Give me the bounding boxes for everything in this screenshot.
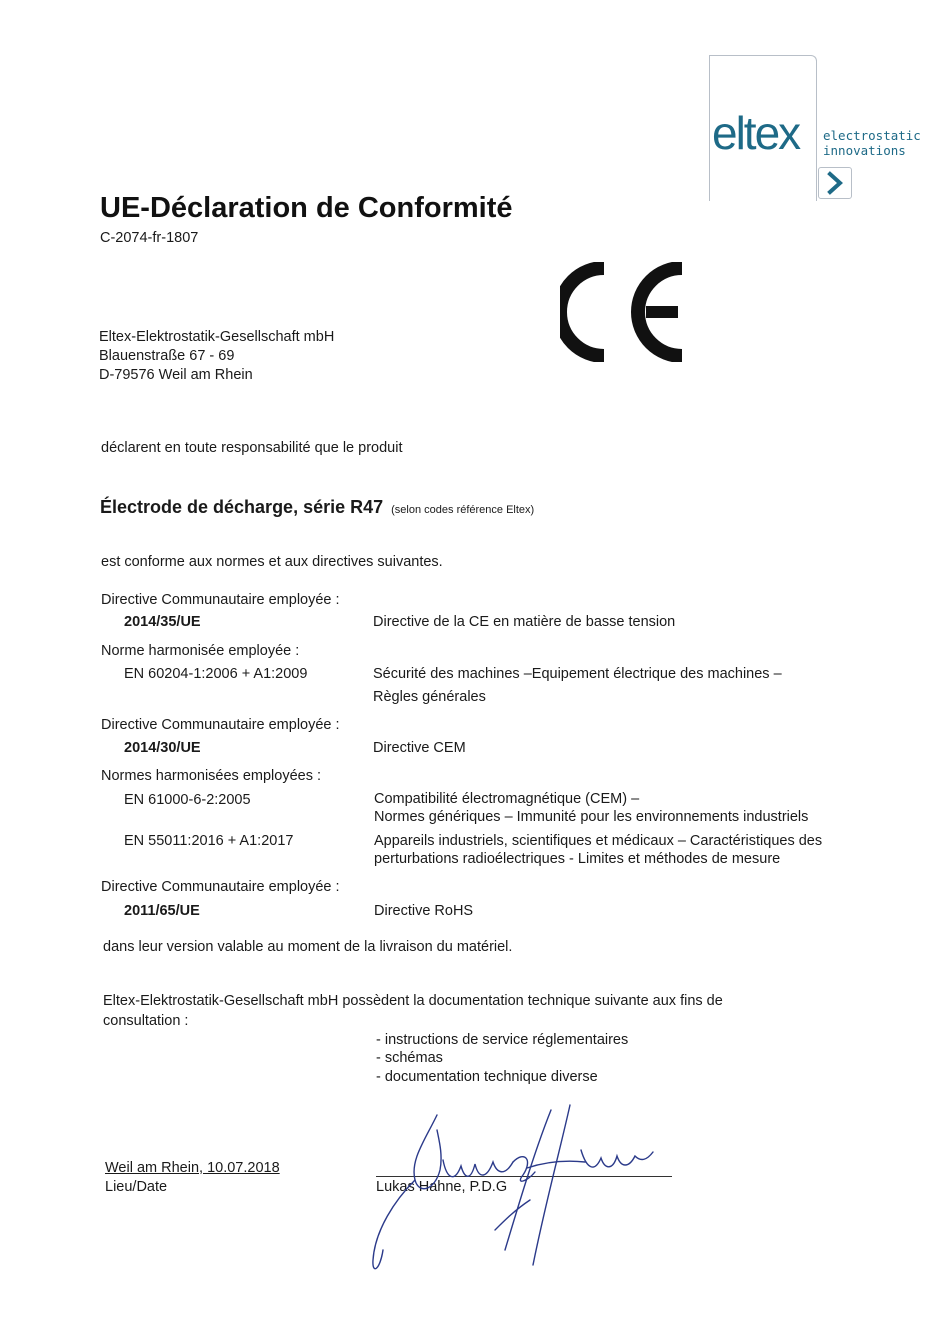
product-note: (selon codes référence Eltex): [391, 504, 535, 516]
section-label: Norme harmonisée employée :: [101, 643, 300, 659]
section-label: Directive Communautaire employée :: [101, 879, 340, 895]
logo-tagline: [823, 128, 921, 158]
directive-description: Directive RoHS: [374, 903, 474, 919]
section-label: Normes harmonisées employées :: [101, 768, 322, 784]
list-item: - documentation technique diverse: [376, 1069, 598, 1085]
company-address: [99, 328, 334, 385]
logo-tagline-line1: electrostatic: [823, 128, 921, 143]
document-reference: C-2074-fr-1807: [100, 230, 199, 246]
standard-description: Sécurité des machines –Equipement électrique des machines –: [373, 666, 782, 682]
directive-description: Directive de la CE en matière de basse tension: [373, 614, 676, 630]
signer-name: Lukas Hahne, P.D.G: [376, 1179, 508, 1195]
list-item: - schémas: [376, 1050, 443, 1066]
standard-description: Appareils industriels, scientifiques et médicaux – Caractéristiques des: [374, 833, 823, 849]
standard-code: EN 60204-1:2006 + A1:2009: [124, 666, 308, 682]
company-name: Eltex-Elektrostatik-Gesellschaft mbH: [99, 329, 335, 345]
directive-description: Directive CEM: [373, 740, 466, 756]
directive-code: 2014/35/UE: [124, 614, 201, 630]
standard-code: EN 55011:2016 + A1:2017: [124, 833, 294, 849]
standard-description-cont: Règles générales: [373, 689, 486, 705]
directive-code: 2014/30/UE: [124, 740, 201, 756]
logo-tagline-line2: innovations: [823, 143, 906, 158]
place-date-label: Lieu/Date: [105, 1179, 168, 1195]
documentation-intro: Eltex-Elektrostatik-Gesellschaft mbH possèdent la documentation technique suivante aux fins de: [103, 993, 723, 1009]
directive-code: 2011/65/UE: [124, 903, 200, 919]
product-heading: [100, 495, 534, 522]
ce-mark-logo: [560, 262, 690, 367]
standard-description-cont: perturbations radioélectriques - Limites et méthodes de mesure: [374, 851, 781, 867]
declaration-text: déclarent en toute responsabilité que le produit: [101, 440, 403, 456]
list-item: - instructions de service réglementaires: [376, 1032, 629, 1048]
company-street: Blauenstraße 67 - 69: [99, 348, 235, 364]
place-date: Weil am Rhein, 10.07.2018: [105, 1160, 280, 1176]
product-name: Électrode de décharge, série R47: [100, 497, 384, 517]
eltex-logo: eltex: [712, 107, 800, 159]
conformity-text: est conforme aux normes et aux directives suivantes.: [101, 554, 443, 570]
company-city: D-79576 Weil am Rhein: [99, 367, 253, 383]
page-title: UE-Déclaration de Conformité: [100, 192, 513, 224]
standard-code: EN 61000-6-2:2005: [124, 792, 251, 808]
section-label: Directive Communautaire employée :: [101, 717, 340, 733]
handwritten-signature: [355, 1100, 675, 1285]
standard-description: Compatibilité électromagnétique (CEM) –: [374, 791, 640, 807]
standard-description-cont: Normes génériques – Immunité pour les environnements industriels: [374, 809, 809, 825]
chevron-right-icon: [818, 167, 852, 199]
validity-text: dans leur version valable au moment de la livraison du matériel.: [103, 939, 513, 955]
section-label: Directive Communautaire employée :: [101, 592, 340, 608]
documentation-intro-cont: consultation :: [103, 1013, 189, 1029]
